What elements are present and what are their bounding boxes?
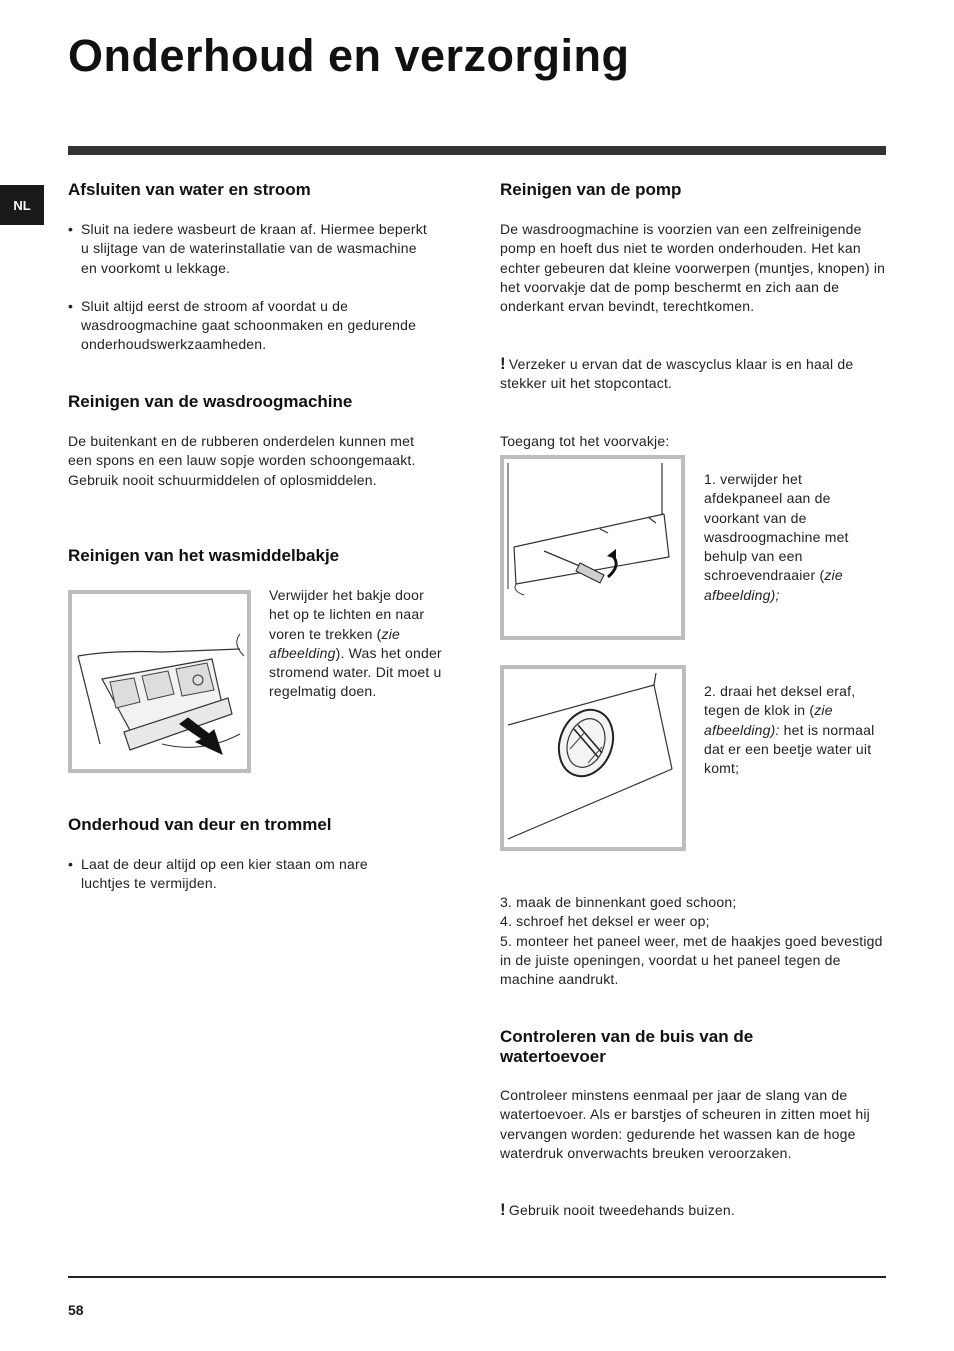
page-title: Onderhoud en verzorging [68, 30, 630, 81]
pump-step-1: 1. verwijder het afdekpaneel aan de voorkant van de wasdroogmachine met behulp van een schroevendraaier (zie afbeelding); [704, 471, 849, 603]
pump-text: De wasdroogmachine is voorzien van een zelfreinigende pomp en hoeft dus niet te worden onderhouden. Het kan echter gebeuren dat kleine voorwerpen (muntjes, knopen) in het voorvakje dat de pomp beschermt en zich aan de onderkant ervan bevindt, terechtkomen. [500, 221, 886, 315]
top-divider [68, 146, 886, 155]
pump-steps-rest [500, 893, 888, 989]
heading-door-drum: Onderhoud van deur en trommel [68, 815, 332, 834]
water-power-list [68, 220, 428, 374]
page-number: 58 [68, 1302, 84, 1318]
remove-panel-illustration [500, 455, 685, 640]
detergent-drawer-text: Verwijder het bakje door het op te lichten en naar voren te trekken (zie afbeelding). Was het onder stromend water. Dit moet u regelmatig doen. [269, 587, 442, 700]
cover-drawing [504, 669, 682, 847]
pump-step-2: 2. draai het deksel eraf, tegen de klok in (zie afbeelding): het is normaal dat er een beetje water uit komt; [704, 683, 875, 777]
list-item: • Laat de deur altijd op een kier staan om nare luchtjes te vermijden. [68, 855, 418, 894]
list-item: 5. monteer het paneel weer, met de haakjes goed bevestigd in de juiste openingen, voordat u het paneel tegen de machine aandrukt. [500, 932, 883, 988]
heading-pump: Reinigen van de pomp [500, 180, 682, 199]
bottom-divider [68, 1276, 886, 1278]
hose-warning: ! Gebruik nooit tweedehands buizen. [500, 1200, 735, 1219]
language-tab: NL [0, 185, 44, 225]
drawer-drawing [72, 594, 247, 769]
heading-machine-cleaning: Reinigen van de wasdroogmachine [68, 392, 353, 411]
heading-water-power: Afsluiten van water en stroom [68, 180, 311, 199]
panel-drawing [504, 459, 681, 636]
heading-detergent-drawer: Reinigen van het wasmiddelbakje [68, 546, 340, 565]
list-item: 4. schroef het deksel er weer op; [500, 913, 710, 930]
access-label: Toegang tot het voorvakje: [500, 433, 670, 449]
detergent-drawer-illustration [68, 590, 251, 773]
pump-warning: ! Verzeker u ervan dat de wascyclus klaar is en haal de stekker uit het stopcontact. [500, 354, 854, 392]
machine-cleaning-text: De buitenkant en de rubberen onderdelen kunnen met een spons en een lauw sopje worden schoongemaakt. Gebruik nooit schuurmiddelen of oplosmiddelen. [68, 433, 416, 488]
pump-cover-illustration [500, 665, 686, 851]
warning-icon: ! [500, 1200, 506, 1219]
hose-text: Controleer minstens eenmaal per jaar de slang van de watertoevoer. Als er barstjes of scheuren in zitten moet hij vervangen worden: gedurende het wassen kan de hoge waterdruk onverwachts breuken veroorzaken. [500, 1087, 870, 1161]
list-item: 3. maak de binnenkant goed schoon; [500, 894, 737, 910]
list-item: • Sluit na iedere wasbeurt de kraan af. Hiermee beperkt u slijtage van de waterinstallatie van de wasmachine en voorkomt u lekkage. [68, 220, 428, 278]
heading-hose: Controleren van de buis van de watertoevoer [500, 1027, 754, 1066]
door-drum-list [68, 855, 418, 913]
list-item: • Sluit altijd eerst de stroom af voordat u de wasdroogmachine gaat schoonmaken en gedurende onderhoudswerkzaamheden. [68, 297, 428, 355]
warning-icon: ! [500, 354, 506, 373]
